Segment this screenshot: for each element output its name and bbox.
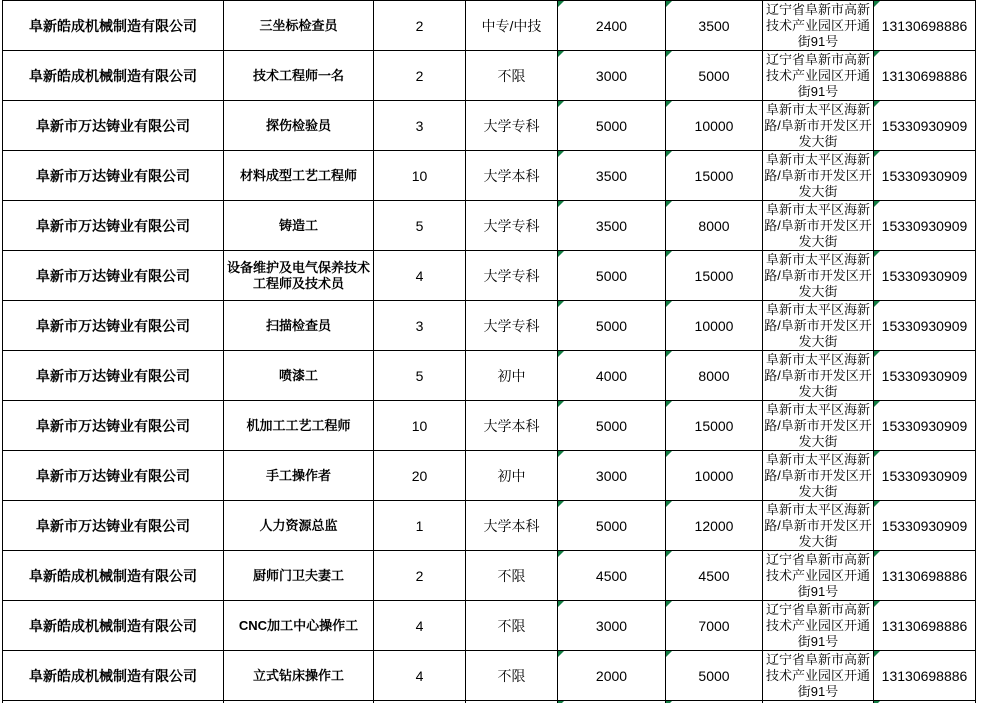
cell-salary-min[interactable]: 5000: [558, 501, 666, 551]
cell-salary-min[interactable]: 3000: [558, 51, 666, 101]
number-stored-as-text-indicator-icon: [874, 1, 880, 7]
cell-count[interactable]: 2: [374, 1, 466, 51]
cell-job[interactable]: 探伤检验员: [224, 101, 374, 151]
cell-company[interactable]: 阜新市万达铸业有限公司: [3, 201, 224, 251]
cell-phone[interactable]: 15330930909: [874, 351, 976, 401]
number-stored-as-text-indicator-icon: [874, 101, 880, 107]
cell-job[interactable]: 扫描检查员: [224, 301, 374, 351]
cell-address[interactable]: 阜新市太平区海新路/阜新市开发区开发大街: [763, 351, 874, 401]
cell-salary-max[interactable]: 7000: [666, 601, 763, 651]
cell-salary-min[interactable]: 2400: [558, 1, 666, 51]
number-stored-as-text-indicator-icon: [666, 601, 672, 607]
cell-count[interactable]: 3: [374, 101, 466, 151]
cell-company[interactable]: 阜新皓成机械制造有限公司: [3, 1, 224, 51]
number-stored-as-text-indicator-icon: [666, 101, 672, 107]
cell-address[interactable]: 阜新市太平区海新路/阜新市开发区开发大街: [763, 101, 874, 151]
number-stored-as-text-indicator-icon: [558, 201, 564, 207]
cell-salary-max[interactable]: 10000: [666, 101, 763, 151]
number-stored-as-text-indicator-icon: [558, 251, 564, 257]
number-stored-as-text-indicator-icon: [558, 301, 564, 307]
cell-education[interactable]: 不限: [466, 51, 558, 101]
cell-phone[interactable]: 13130698886: [874, 601, 976, 651]
number-stored-as-text-indicator-icon: [558, 101, 564, 107]
number-stored-as-text-indicator-icon: [666, 351, 672, 357]
number-stored-as-text-indicator-icon: [558, 151, 564, 157]
cell-salary-max[interactable]: 8000: [666, 351, 763, 401]
cell-address[interactable]: 阜新市太平区海新路/阜新市开发区开发大街: [763, 251, 874, 301]
cell-address[interactable]: 阜新市太平区海新路/阜新市开发区开发大街: [763, 201, 874, 251]
number-stored-as-text-indicator-icon: [874, 451, 880, 457]
cell-salary-max[interactable]: 10000: [666, 301, 763, 351]
cell-job[interactable]: 厨师门卫夫妻工: [224, 551, 374, 601]
number-stored-as-text-indicator-icon: [666, 301, 672, 307]
number-stored-as-text-indicator-icon: [874, 351, 880, 357]
number-stored-as-text-indicator-icon: [666, 551, 672, 557]
cell-phone[interactable]: 15330930909: [874, 201, 976, 251]
cell-phone[interactable]: 15330930909: [874, 251, 976, 301]
cell-count[interactable]: 5: [374, 351, 466, 401]
cell-company[interactable]: 阜新皓成机械制造有限公司: [3, 51, 224, 101]
cell-salary-min[interactable]: 2000: [558, 651, 666, 701]
cell-salary-min[interactable]: 5000: [558, 401, 666, 451]
cell-job[interactable]: 手工操作者: [224, 451, 374, 501]
cell-count[interactable]: 4: [374, 651, 466, 701]
cell-education[interactable]: 大学专科: [466, 301, 558, 351]
cell-address[interactable]: 阜新市太平区海新路/阜新市开发区开发大街: [763, 501, 874, 551]
cell-education[interactable]: 中专/中技: [466, 1, 558, 51]
cell-education[interactable]: 大学本科: [466, 501, 558, 551]
cell-salary-max[interactable]: 8000: [666, 201, 763, 251]
cell-company[interactable]: 阜新市万达铸业有限公司: [3, 401, 224, 451]
cell-job[interactable]: 三坐标检查员: [224, 1, 374, 51]
cell-job[interactable]: CNC加工中心操作工: [224, 601, 374, 651]
cell-salary-max[interactable]: 3500: [666, 1, 763, 51]
number-stored-as-text-indicator-icon: [874, 301, 880, 307]
cell-education[interactable]: 不限: [466, 651, 558, 701]
number-stored-as-text-indicator-icon: [666, 201, 672, 207]
job-listings-table: [2, 0, 976, 703]
cell-job[interactable]: 设备维护及电气保养技术工程师及技术员: [224, 251, 374, 301]
cell-education[interactable]: 初中: [466, 351, 558, 401]
cell-company[interactable]: 阜新市万达铸业有限公司: [3, 451, 224, 501]
cell-phone[interactable]: 15330930909: [874, 101, 976, 151]
cell-address[interactable]: 阜新市太平区海新路/阜新市开发区开发大街: [763, 151, 874, 201]
cell-count[interactable]: 4: [374, 601, 466, 651]
cell-company[interactable]: 阜新市万达铸业有限公司: [3, 351, 224, 401]
number-stored-as-text-indicator-icon: [558, 51, 564, 57]
cell-phone[interactable]: 15330930909: [874, 401, 976, 451]
cell-count[interactable]: 2: [374, 551, 466, 601]
cell-salary-max[interactable]: 15000: [666, 251, 763, 301]
cell-count[interactable]: 1: [374, 501, 466, 551]
cell-salary-min[interactable]: 3000: [558, 601, 666, 651]
cell-job[interactable]: 人力资源总监: [224, 501, 374, 551]
cell-count[interactable]: 10: [374, 151, 466, 201]
cell-salary-max[interactable]: 12000: [666, 501, 763, 551]
cell-company[interactable]: 阜新皓成机械制造有限公司: [3, 601, 224, 651]
number-stored-as-text-indicator-icon: [558, 401, 564, 407]
cell-salary-min[interactable]: 4000: [558, 351, 666, 401]
cell-address[interactable]: 辽宁省阜新市高新技术产业园区开通街91号: [763, 551, 874, 601]
cell-salary-min[interactable]: 4500: [558, 551, 666, 601]
cell-company[interactable]: 阜新皓成机械制造有限公司: [3, 651, 224, 701]
number-stored-as-text-indicator-icon: [558, 651, 564, 657]
cell-salary-min[interactable]: 3000: [558, 451, 666, 501]
cell-salary-max[interactable]: 10000: [666, 451, 763, 501]
number-stored-as-text-indicator-icon: [874, 51, 880, 57]
number-stored-as-text-indicator-icon: [666, 451, 672, 457]
cell-salary-max[interactable]: 15000: [666, 151, 763, 201]
cell-company[interactable]: 阜新市万达铸业有限公司: [3, 101, 224, 151]
cell-phone[interactable]: 13130698886: [874, 651, 976, 701]
number-stored-as-text-indicator-icon: [874, 601, 880, 607]
cell-education[interactable]: 不限: [466, 601, 558, 651]
cell-salary-max[interactable]: 4500: [666, 551, 763, 601]
cell-address[interactable]: 辽宁省阜新市高新技术产业园区开通街91号: [763, 51, 874, 101]
cell-education[interactable]: 大学本科: [466, 401, 558, 451]
cell-address[interactable]: 阜新市太平区海新路/阜新市开发区开发大街: [763, 301, 874, 351]
cell-address[interactable]: 辽宁省阜新市高新技术产业园区开通街91号: [763, 651, 874, 701]
number-stored-as-text-indicator-icon: [666, 501, 672, 507]
cell-salary-max[interactable]: 5000: [666, 51, 763, 101]
cell-education[interactable]: 大学本科: [466, 151, 558, 201]
cell-salary-min[interactable]: 3500: [558, 151, 666, 201]
cell-phone[interactable]: 13130698886: [874, 1, 976, 51]
cell-address[interactable]: 阜新市太平区海新路/阜新市开发区开发大街: [763, 401, 874, 451]
cell-company[interactable]: 阜新市万达铸业有限公司: [3, 501, 224, 551]
cell-phone[interactable]: 15330930909: [874, 501, 976, 551]
number-stored-as-text-indicator-icon: [666, 51, 672, 57]
cell-salary-max[interactable]: 5000: [666, 651, 763, 701]
number-stored-as-text-indicator-icon: [666, 401, 672, 407]
cell-phone[interactable]: 15330930909: [874, 451, 976, 501]
cell-phone[interactable]: 13130698886: [874, 551, 976, 601]
cell-company[interactable]: 阜新皓成机械制造有限公司: [3, 551, 224, 601]
cell-job[interactable]: 立式钻床操作工: [224, 651, 374, 701]
cell-phone[interactable]: 15330930909: [874, 301, 976, 351]
number-stored-as-text-indicator-icon: [558, 501, 564, 507]
number-stored-as-text-indicator-icon: [558, 351, 564, 357]
cell-company[interactable]: 阜新市万达铸业有限公司: [3, 251, 224, 301]
cell-education[interactable]: 大学专科: [466, 201, 558, 251]
cell-address[interactable]: 辽宁省阜新市高新技术产业园区开通街91号: [763, 1, 874, 51]
cell-phone[interactable]: 13130698886: [874, 51, 976, 101]
cell-count[interactable]: 20: [374, 451, 466, 501]
cell-company[interactable]: 阜新市万达铸业有限公司: [3, 151, 224, 201]
number-stored-as-text-indicator-icon: [874, 151, 880, 157]
number-stored-as-text-indicator-icon: [874, 551, 880, 557]
cell-phone[interactable]: 15330930909: [874, 151, 976, 201]
cell-count[interactable]: 3: [374, 301, 466, 351]
number-stored-as-text-indicator-icon: [666, 151, 672, 157]
cell-company[interactable]: 阜新市万达铸业有限公司: [3, 301, 224, 351]
cell-education[interactable]: 不限: [466, 551, 558, 601]
number-stored-as-text-indicator-icon: [666, 251, 672, 257]
cell-salary-min[interactable]: 5000: [558, 301, 666, 351]
number-stored-as-text-indicator-icon: [558, 551, 564, 557]
cell-address[interactable]: 辽宁省阜新市高新技术产业园区开通街91号: [763, 601, 874, 651]
cell-job[interactable]: 技术工程师一名: [224, 51, 374, 101]
number-stored-as-text-indicator-icon: [874, 201, 880, 207]
number-stored-as-text-indicator-icon: [666, 1, 672, 7]
cell-count[interactable]: 2: [374, 51, 466, 101]
cell-salary-min[interactable]: 5000: [558, 101, 666, 151]
number-stored-as-text-indicator-icon: [558, 1, 564, 7]
number-stored-as-text-indicator-icon: [874, 501, 880, 507]
cell-education[interactable]: 初中: [466, 451, 558, 501]
cell-count[interactable]: 4: [374, 251, 466, 301]
cell-salary-min[interactable]: 3500: [558, 201, 666, 251]
cell-address[interactable]: 阜新市太平区海新路/阜新市开发区开发大街: [763, 451, 874, 501]
cell-job[interactable]: 材料成型工艺工程师: [224, 151, 374, 201]
cell-count[interactable]: 10: [374, 401, 466, 451]
number-stored-as-text-indicator-icon: [558, 601, 564, 607]
cell-job[interactable]: 铸造工: [224, 201, 374, 251]
cell-education[interactable]: 大学专科: [466, 101, 558, 151]
number-stored-as-text-indicator-icon: [874, 651, 880, 657]
number-stored-as-text-indicator-icon: [874, 251, 880, 257]
cell-salary-min[interactable]: 5000: [558, 251, 666, 301]
cell-count[interactable]: 5: [374, 201, 466, 251]
number-stored-as-text-indicator-icon: [666, 651, 672, 657]
cell-salary-max[interactable]: 15000: [666, 401, 763, 451]
cell-job[interactable]: 机加工工艺工程师: [224, 401, 374, 451]
number-stored-as-text-indicator-icon: [874, 401, 880, 407]
cell-education[interactable]: 大学专科: [466, 251, 558, 301]
cell-job[interactable]: 喷漆工: [224, 351, 374, 401]
number-stored-as-text-indicator-icon: [558, 451, 564, 457]
